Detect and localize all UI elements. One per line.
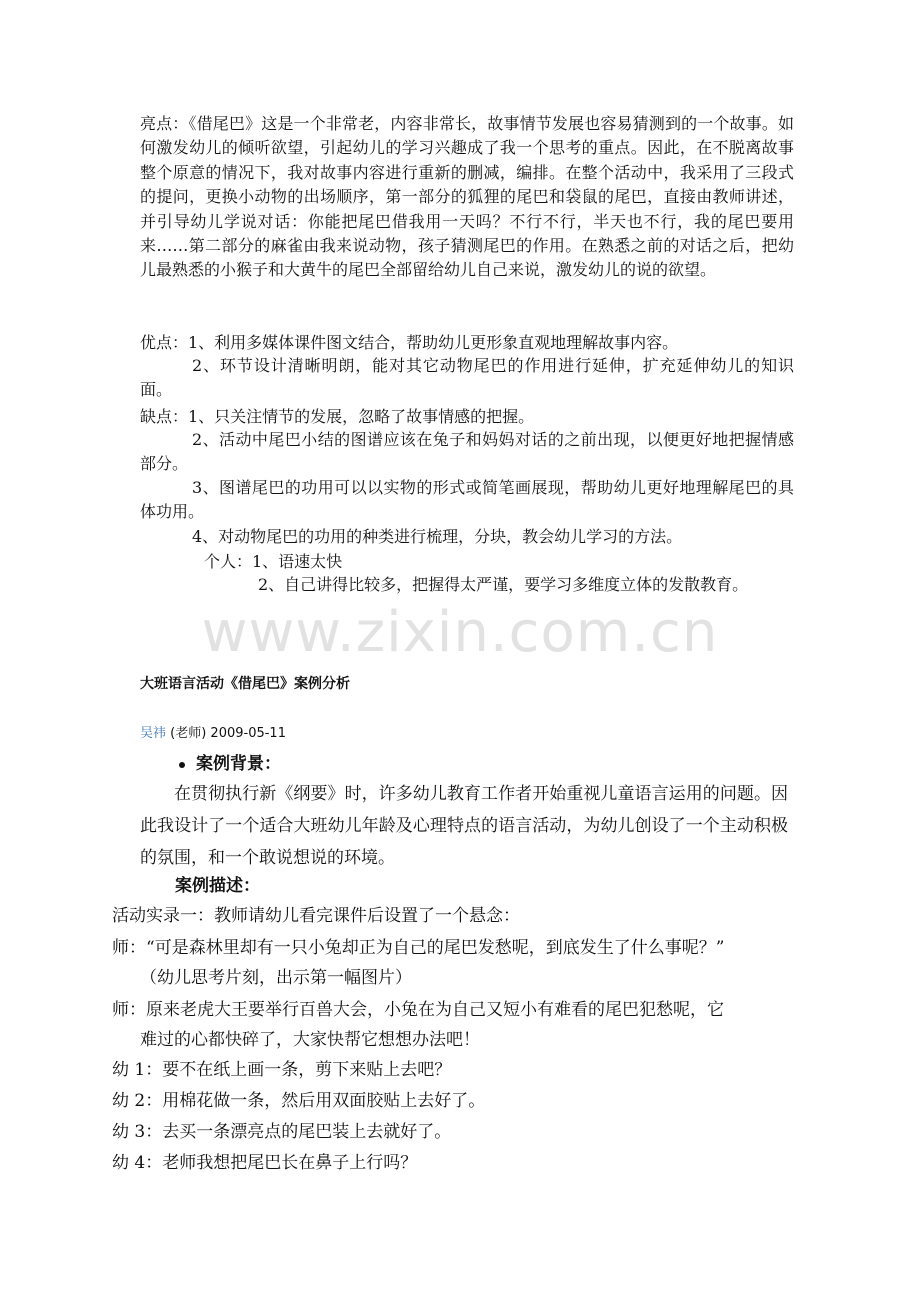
bullet-icon bbox=[179, 762, 185, 768]
article-byline bbox=[140, 722, 286, 741]
disadvantage-item-2: 2、活动中尾巴小结的图谱应该在兔子和妈妈对话的之前出现，以便更好地把握情感部分。 bbox=[140, 430, 794, 474]
advantage-item-2: 2、环节设计清晰明朗，能对其它动物尾巴的作用进行延伸，扩充延伸幼儿的知识面。 bbox=[140, 356, 794, 400]
disadvantage-item-1: 缺点：1、只关注情节的发展，忽略了故事情感的把握。 bbox=[140, 407, 535, 426]
author-link[interactable]: 吴祎 bbox=[140, 726, 167, 741]
teacher-line-1-note: （幼儿思考片刻，出示第一幅图片） bbox=[140, 968, 412, 988]
article-title: 大班语言活动《借尾巴》案例分析 bbox=[140, 676, 350, 692]
disadvantage-item-4: 4、对动物尾巴的功用的种类进行梳理，分块，教会幼儿学习的方法。 bbox=[192, 527, 683, 546]
child-line-3: 幼 3：去买一条漂亮点的尾巴装上去就好了。 bbox=[112, 1122, 452, 1142]
background-paragraph: 在贯彻执行新《纲要》时，许多幼儿教育工作者开始重视儿童语言运用的问题。因此我设计了一个适合大班幼儿年龄及心理特点的语言活动，为幼儿创设了一个主动积极的氛围，和一个敢说想说的环境。 bbox=[140, 784, 788, 868]
child-line-2: 幼 2：用棉花做一条，然后用双面胶贴上去好了。 bbox=[112, 1091, 486, 1111]
highlight-paragraph: 亮点：《借尾巴》这是一个非常老，内容非常长，故事情节发展也容易猜测到的一个故事。如何激发幼儿的倾听欲望，引起幼儿的学习兴趣成了我一个思考的重点。因此，在不脱离故事整个原意的情况下，我对故事内容进行重新的删减，编排。在整个活动中，我采用了三段式的提问，更换小动物的出场顺序，第一部分的狐狸的尾巴和袋鼠的尾巴，直接由教师讲述，并引导幼儿学说对话：你能把尾巴借我用一天吗？不行不行，半天也不行，我的尾巴要用来……第二部分的麻雀由我来说动物，孩子猜测尾巴的作用。在熟悉之前的对话之后，把幼儿最熟悉的小猴子和大黄牛的尾巴全部留给幼儿自己来说，激发幼儿的说的欲望。 bbox=[140, 114, 794, 280]
advantage-item-1: 优点：1、利用多媒体课件图文结合，帮助幼儿更形象直观地理解故事内容。 bbox=[140, 333, 679, 352]
personal-item-2: 2、自己讲得比较多，把握得太严谨，要学习多维度立体的发散教育。 bbox=[258, 575, 749, 594]
disadvantage-item-3: 3、图谱尾巴的功用可以以实物的形式或简笔画展现，帮助幼儿更好地理解尾巴的具体功用。 bbox=[140, 478, 794, 522]
background-heading: 案例背景： bbox=[196, 754, 281, 774]
personal-item-1: 个人：1、语速太快 bbox=[204, 552, 343, 571]
watermark: www.zixin.com.cn bbox=[201, 600, 719, 665]
teacher-line-1: 师：“可是森林里却有一只小兔却正为自己的尾巴发愁呢，到底发生了什么事呢？” bbox=[112, 938, 725, 958]
author-role-date: (老师) 2009-05-11 bbox=[166, 726, 286, 741]
record-intro: 活动实录一：教师请幼儿看完课件后设置了一个悬念： bbox=[112, 906, 520, 926]
teacher-line-2-cont: 难过的心都快碎了，大家快帮它想想办法吧！ bbox=[140, 1030, 480, 1050]
teacher-line-2: 师：原来老虎大王要举行百兽大会，小兔在为自己又短小有难看的尾巴犯愁呢，它 bbox=[112, 1000, 724, 1020]
child-line-4: 幼 4：老师我想把尾巴长在鼻子上行吗？ bbox=[112, 1153, 418, 1173]
child-line-1: 幼 1：要不在纸上画一条，剪下来贴上去吧？ bbox=[112, 1060, 452, 1080]
description-heading: 案例描述： bbox=[175, 876, 260, 896]
